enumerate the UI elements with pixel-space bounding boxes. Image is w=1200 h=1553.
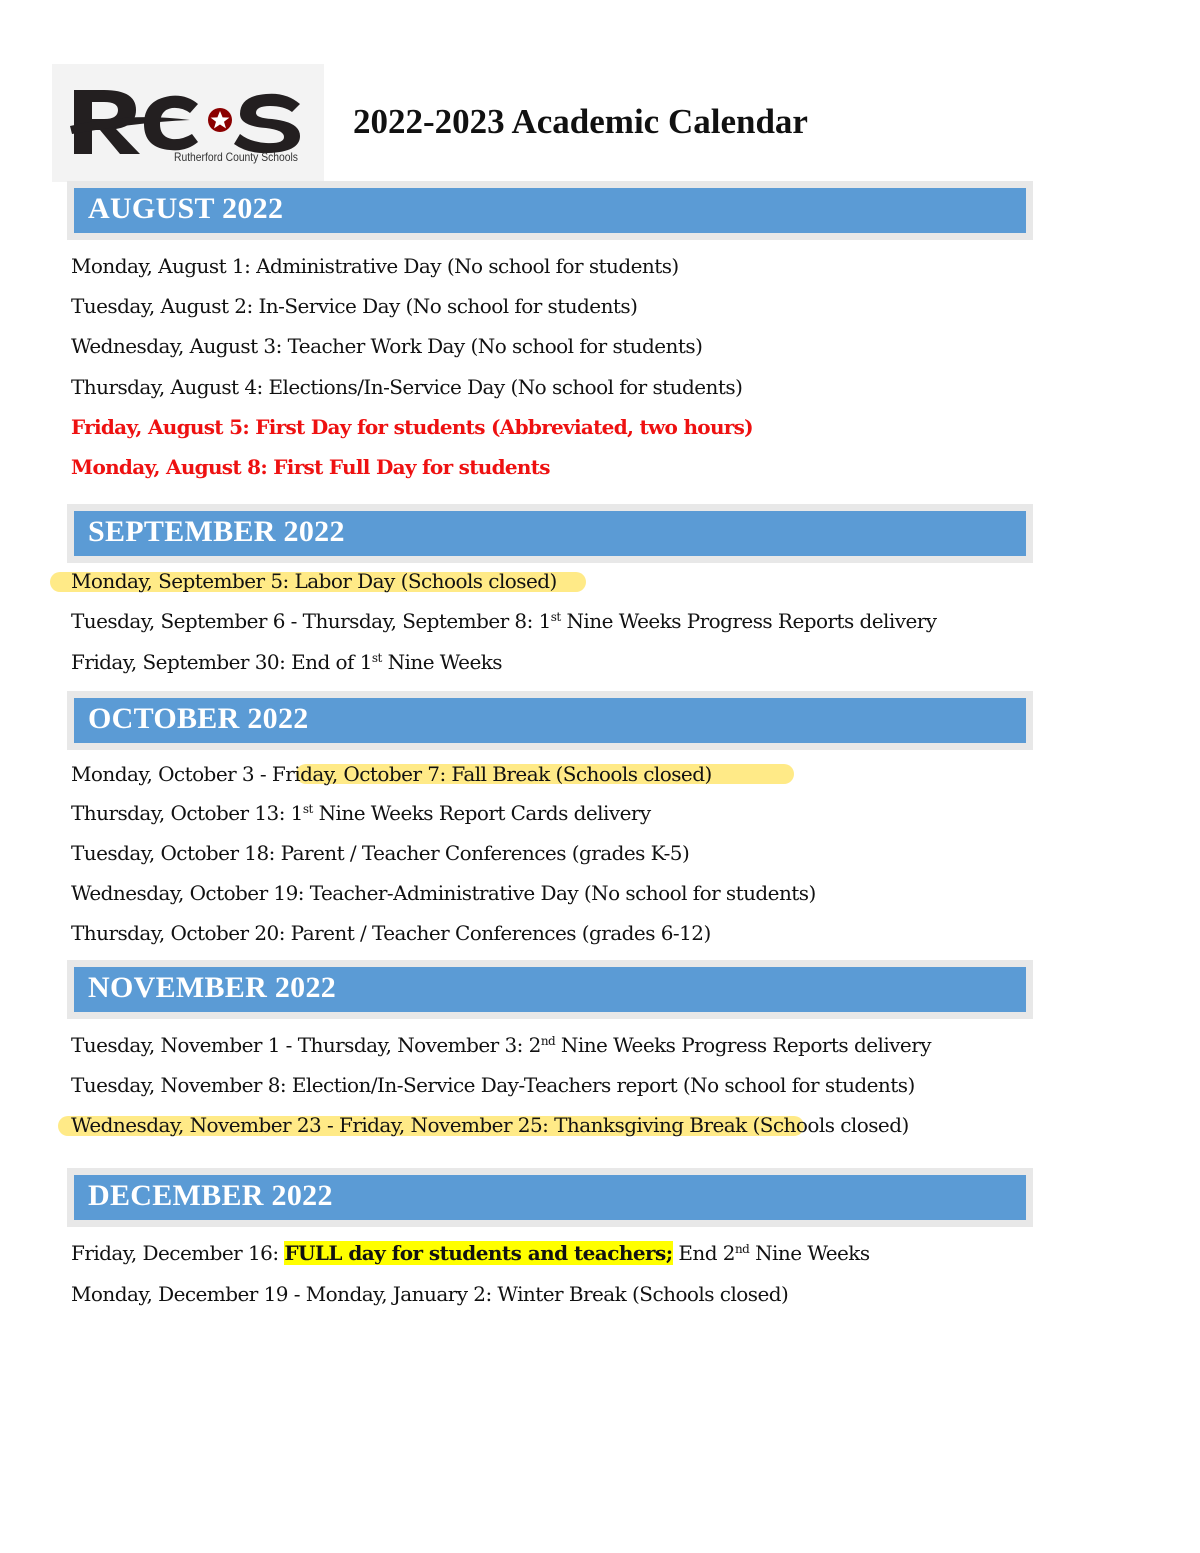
month-header-november	[67, 960, 1033, 1019]
event-item: Tuesday, August 2: In-Service Day (No school for students)	[71, 294, 638, 318]
event-item: Wednesday, August 3: Teacher Work Day (No school for students)	[71, 334, 703, 358]
month-title: SEPTEMBER 2022	[88, 515, 345, 548]
page-title: 2022-2023 Academic Calendar	[353, 102, 808, 141]
month-header-august	[67, 181, 1033, 240]
event-item: Tuesday, October 18: Parent / Teacher Conferences (grades K-5)	[71, 841, 690, 865]
event-item: Friday, September 30: End of 1st Nine Weeks	[71, 650, 503, 674]
rcs-logo-mark	[70, 82, 310, 158]
event-item: Tuesday, November 1 - Thursday, November 3: 2nd Nine Weeks Progress Reports delivery	[71, 1033, 931, 1057]
event-item: Tuesday, September 6 - Thursday, September 8: 1st Nine Weeks Progress Reports delivery	[71, 609, 937, 633]
month-header-october	[67, 691, 1033, 750]
event-item: Monday, October 3 - Friday, October 7: Fall Break (Schools closed)	[71, 762, 712, 786]
month-title: OCTOBER 2022	[88, 702, 309, 735]
rcs-logo	[52, 64, 324, 182]
event-item: Thursday, October 13: 1st Nine Weeks Report Cards delivery	[71, 801, 651, 825]
month-header-september	[67, 504, 1033, 563]
month-title: DECEMBER 2022	[88, 1179, 333, 1212]
event-item-important: Monday, August 8: First Full Day for students	[71, 455, 550, 479]
month-title: AUGUST 2022	[88, 192, 284, 225]
month-header-december	[67, 1168, 1033, 1227]
event-item: Thursday, October 20: Parent / Teacher Conferences (grades 6-12)	[71, 921, 711, 945]
highlighted-text: FULL day for students and teachers;	[284, 1241, 673, 1265]
event-item: Friday, December 16: FULL day for students and teachers; End 2nd Nine Weeks	[71, 1241, 870, 1265]
month-title: NOVEMBER 2022	[88, 971, 337, 1004]
event-item: Monday, August 1: Administrative Day (No school for students)	[71, 254, 679, 278]
event-item: Thursday, August 4: Elections/In-Service Day (No school for students)	[71, 375, 743, 399]
event-item: Wednesday, October 19: Teacher-Administrative Day (No school for students)	[71, 881, 816, 905]
event-item: Wednesday, November 23 - Friday, November 25: Thanksgiving Break (Schools closed)	[71, 1113, 909, 1137]
event-item-important: Friday, August 5: First Day for students (Abbreviated, two hours)	[71, 415, 753, 439]
event-item: Tuesday, November 8: Election/In-Service Day-Teachers report (No school for students)	[71, 1073, 915, 1097]
event-item: Monday, September 5: Labor Day (Schools closed)	[71, 569, 557, 593]
event-item: Monday, December 19 - Monday, January 2: Winter Break (Schools closed)	[71, 1282, 789, 1306]
logo-subtitle: Rutherford County Schools	[174, 150, 298, 164]
